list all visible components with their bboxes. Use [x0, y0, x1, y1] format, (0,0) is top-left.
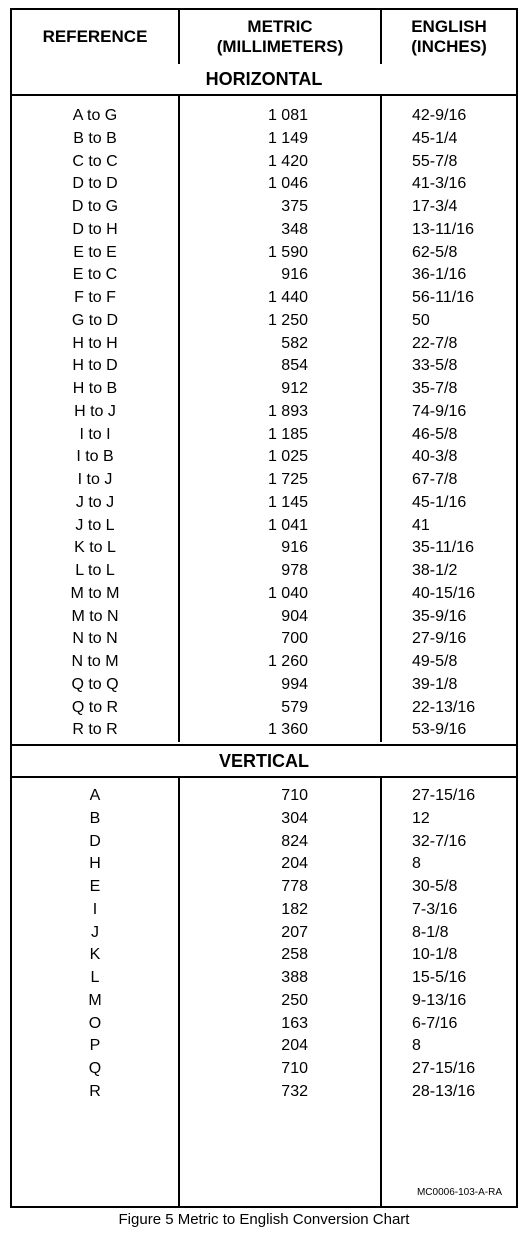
english-cell: 35-9/16: [412, 607, 467, 625]
table-row: [12, 310, 516, 333]
english-cell: 53-9/16: [412, 721, 467, 739]
metric-cell: 904: [281, 607, 308, 625]
metric-cell: 1 041: [267, 516, 308, 534]
table-row: [12, 219, 516, 242]
table-row: [12, 333, 516, 356]
metric-cell: 1 025: [267, 448, 308, 466]
english-cell: 6-7/16: [412, 1014, 458, 1032]
reference-cell: I: [92, 900, 98, 918]
reference-cell: D to G: [71, 198, 119, 215]
reference-header-label: REFERENCE: [42, 27, 148, 46]
metric-cell: 163: [281, 1014, 308, 1032]
metric-cell: 1 360: [267, 721, 308, 739]
table-row: [12, 1058, 516, 1081]
metric-cell: 204: [281, 855, 308, 873]
metric-header: [180, 10, 380, 64]
english-cell: 55-7/8: [412, 152, 458, 170]
metric-cell: 582: [281, 334, 308, 352]
reference-cell: C to C: [72, 152, 118, 170]
reference-cell: L: [90, 969, 100, 986]
metric-cell: 1 250: [267, 311, 308, 329]
table-row: [12, 967, 516, 990]
reference-cell: D to H: [72, 220, 118, 238]
reference-cell: D: [89, 832, 101, 850]
metric-cell: 824: [281, 832, 308, 850]
reference-cell: K: [89, 946, 101, 964]
reference-cell: N to N: [72, 630, 118, 648]
table-row: [12, 674, 516, 697]
table-row: [12, 537, 516, 560]
reference-cell: F to F: [74, 289, 116, 306]
english-cell: 41: [412, 516, 430, 534]
table-row: [12, 469, 516, 492]
metric-cell: 1 185: [267, 425, 308, 443]
english-cell: 27-9/16: [412, 630, 467, 648]
reference-cell: H to B: [72, 380, 118, 397]
metric-cell: 204: [281, 1037, 308, 1055]
english-cell: 8: [412, 1037, 421, 1055]
english-cell: 27-15/16: [412, 787, 476, 804]
english-cell: 45-1/4: [412, 129, 458, 147]
metric-cell: 250: [281, 991, 308, 1009]
table-row: [12, 105, 516, 128]
table-row: [12, 697, 516, 720]
english-cell: 22-7/8: [412, 334, 458, 352]
reference-cell: O: [88, 1014, 102, 1032]
horizontal-title-text: HORIZONTAL: [205, 68, 323, 89]
vertical-title-text: VERTICAL: [219, 750, 309, 771]
table-row: [12, 1013, 516, 1036]
metric-cell: 710: [281, 1060, 308, 1077]
metric-cell: 388: [281, 969, 308, 986]
table-row: [12, 628, 516, 651]
table-header: [12, 10, 516, 66]
metric-cell: 732: [281, 1082, 308, 1100]
table-row: [12, 128, 516, 151]
table-row: [12, 990, 516, 1013]
reference-cell: R: [89, 1082, 101, 1100]
english-cell: 27-15/16: [412, 1060, 476, 1077]
table-row: [12, 151, 516, 174]
reference-cell: E to E: [73, 243, 117, 261]
english-header-line2: (INCHES): [411, 37, 487, 56]
metric-cell: 579: [281, 698, 308, 716]
reference-cell: Q to R: [71, 698, 119, 716]
metric-cell: 978: [281, 562, 308, 579]
reference-cell: Q to Q: [71, 675, 119, 693]
english-cell: 50: [412, 311, 430, 329]
reference-cell: M to N: [71, 607, 119, 625]
reference-cell: B to B: [73, 129, 117, 147]
metric-cell: 854: [281, 357, 308, 375]
table-row: [12, 785, 516, 808]
reference-cell: I to B: [76, 448, 114, 466]
reference-cell: L to L: [75, 562, 115, 579]
english-cell: 67-7/8: [412, 471, 458, 488]
reference-cell: Q: [88, 1060, 102, 1077]
table-row: [12, 492, 516, 515]
metric-cell: 778: [281, 878, 308, 895]
english-cell: 46-5/8: [412, 425, 458, 443]
metric-cell: 1 081: [267, 107, 308, 124]
metric-cell: 304: [281, 809, 308, 827]
english-cell: 56-11/16: [412, 289, 474, 306]
reference-cell: R to R: [72, 721, 118, 739]
metric-cell: 912: [281, 380, 308, 397]
metric-cell: 710: [281, 787, 308, 804]
table-row: [12, 446, 516, 469]
reference-cell: E: [89, 878, 101, 895]
table-row: [12, 876, 516, 899]
figure-code: MC0006-103-A-RA: [416, 1187, 502, 1198]
table-row: [12, 401, 516, 424]
english-cell: 33-5/8: [412, 357, 458, 375]
table-row: [12, 173, 516, 196]
reference-cell: I to J: [77, 471, 113, 488]
metric-cell: 1 590: [267, 243, 308, 261]
metric-header-line2: (MILLIMETERS): [216, 37, 344, 56]
english-cell: 40-15/16: [412, 584, 476, 602]
english-cell: 12: [412, 809, 430, 827]
metric-cell: 182: [281, 900, 308, 918]
table-row: [12, 355, 516, 378]
english-cell: 7-3/16: [412, 900, 458, 918]
metric-cell: 1 046: [267, 175, 308, 193]
reference-cell: H to D: [72, 357, 118, 375]
metric-cell: 1 260: [267, 653, 308, 670]
english-cell: 8-1/8: [412, 923, 449, 941]
reference-cell: M: [88, 991, 102, 1009]
reference-cell: A to G: [72, 107, 118, 124]
english-cell: 40-3/8: [412, 448, 458, 466]
reference-cell: M to M: [70, 584, 120, 602]
table-row: [12, 378, 516, 401]
english-cell: 38-1/2: [412, 562, 458, 579]
reference-cell: E to C: [72, 266, 118, 284]
english-cell: 35-11/16: [412, 539, 474, 557]
table-row: [12, 287, 516, 310]
english-cell: 13-11/16: [412, 220, 474, 238]
reference-cell: H to H: [72, 334, 118, 352]
metric-cell: 1 893: [267, 402, 308, 420]
header-divider-2: [380, 10, 382, 64]
english-cell: 49-5/8: [412, 653, 458, 670]
english-cell: 45-1/16: [412, 493, 467, 511]
table-row: [12, 719, 516, 742]
reference-cell: N to M: [71, 653, 119, 670]
english-cell: 74-9/16: [412, 402, 467, 420]
metric-cell: 375: [281, 198, 308, 215]
reference-cell: P: [89, 1037, 101, 1055]
metric-cell: 1 725: [267, 471, 308, 488]
metric-cell: 348: [281, 220, 308, 238]
reference-cell: G to D: [71, 311, 119, 329]
reference-cell: B: [89, 809, 101, 827]
table-row: [12, 651, 516, 674]
reference-header: [12, 10, 178, 64]
english-cell: 15-5/16: [412, 969, 467, 986]
reference-cell: J to J: [75, 493, 115, 511]
english-cell: 41-3/16: [412, 175, 467, 193]
table-row: [12, 264, 516, 287]
conversion-table: [10, 8, 518, 1208]
table-row: [12, 831, 516, 854]
table-row: [12, 424, 516, 447]
english-cell: 10-1/8: [412, 946, 458, 964]
metric-header-line1: METRIC: [247, 17, 313, 36]
metric-cell: 1 420: [267, 152, 308, 170]
reference-cell: H to J: [74, 402, 116, 420]
metric-cell: 916: [281, 539, 308, 557]
metric-cell: 916: [281, 266, 308, 284]
metric-cell: 1 440: [267, 289, 308, 306]
reference-cell: J: [91, 923, 99, 941]
english-cell: 30-5/8: [412, 878, 458, 895]
metric-cell: 994: [281, 675, 308, 693]
english-cell: 17-3/4: [412, 198, 458, 215]
metric-cell: 258: [281, 946, 308, 964]
table-row: [12, 853, 516, 876]
table-row: [12, 583, 516, 606]
header-divider-1: [178, 10, 180, 64]
english-cell: 39-1/8: [412, 675, 458, 693]
table-row: [12, 808, 516, 831]
english-cell: 9-13/16: [412, 991, 467, 1009]
english-cell: 22-13/16: [412, 698, 476, 716]
table-row: [12, 606, 516, 629]
english-cell: 62-5/8: [412, 243, 458, 261]
reference-cell: K to L: [74, 539, 116, 557]
english-header: [382, 10, 516, 64]
figure-caption: Figure 5 Metric to English Conversion Chart: [118, 1211, 410, 1228]
english-cell: 28-13/16: [412, 1082, 476, 1100]
table-row: [12, 196, 516, 219]
table-row: [12, 560, 516, 583]
reference-cell: H: [89, 855, 101, 873]
table-row: [12, 242, 516, 265]
metric-cell: 1 149: [267, 129, 308, 147]
table-row: [12, 922, 516, 945]
metric-cell: 207: [281, 923, 308, 941]
english-cell: 36-1/16: [412, 266, 467, 284]
table-row: [12, 1035, 516, 1058]
table-row: [12, 944, 516, 967]
metric-cell: 1 145: [267, 493, 308, 511]
reference-cell: A: [89, 787, 101, 804]
horizontal-section-title: [12, 64, 516, 96]
metric-cell: 1 040: [267, 584, 308, 602]
table-row: [12, 899, 516, 922]
english-cell: 42-9/16: [412, 107, 467, 124]
reference-cell: I to I: [79, 425, 111, 443]
metric-cell: 700: [281, 630, 308, 648]
english-cell: 35-7/8: [412, 380, 458, 397]
table-row: [12, 1081, 516, 1104]
reference-cell: D to D: [72, 175, 118, 193]
english-header-line1: ENGLISH: [411, 17, 487, 36]
table-row: [12, 515, 516, 538]
reference-cell: J to L: [75, 516, 115, 534]
english-cell: 32-7/16: [412, 832, 467, 850]
vertical-section-title: [12, 744, 516, 778]
english-cell: 8: [412, 855, 421, 873]
